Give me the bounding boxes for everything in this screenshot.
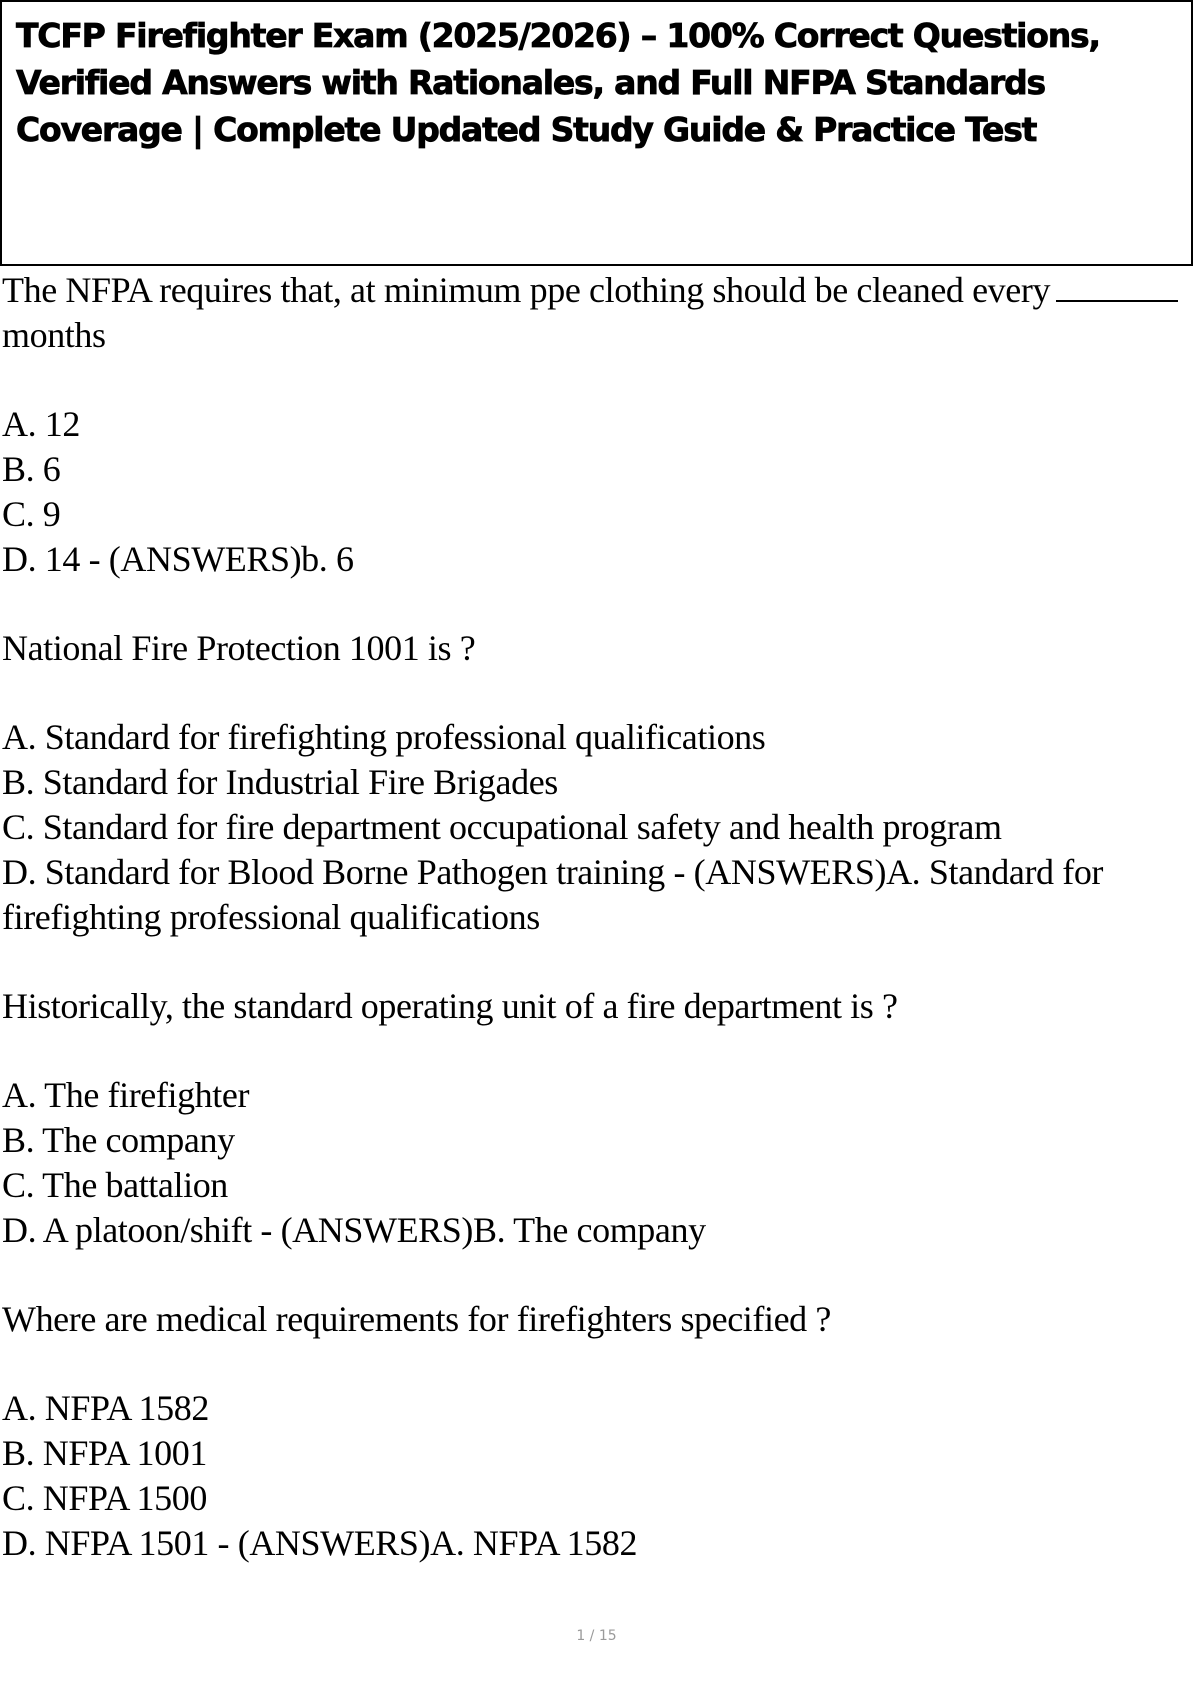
document-body (2, 268, 1192, 1610)
page-number: 1 / 15 (576, 1628, 617, 1644)
option-b: B. The company (2, 1120, 235, 1160)
option-c: C. Standard for fire department occupational safety and health program (2, 807, 1002, 847)
question-text-start: The NFPA requires that, at minimum ppe clothing should be cleaned every (2, 270, 1051, 310)
question-text (2, 268, 1192, 358)
option-b: B. Standard for Industrial Fire Brigades (2, 762, 558, 802)
question-text: Historically, the standard operating unit of a fire department is ? (2, 986, 898, 1026)
option-d-with-answer: D. A platoon/shift - (ANSWERS)B. The company (2, 1210, 706, 1250)
option-a: A. 12 (2, 404, 80, 444)
question-2 (2, 626, 1192, 940)
document-title: TCFP Firefighter Exam (2025/2026) – 100% Correct Questions, Verified Answers with Rationales, and Full NFPA Standards Coverage | Complete Updated Study Guide & Practice Test (16, 16, 1100, 149)
option-d-with-answer: D. NFPA 1501 - (ANSWERS)A. NFPA 1582 (2, 1523, 638, 1563)
option-a: A. The firefighter (2, 1075, 250, 1115)
option-c: C. NFPA 1500 (2, 1478, 207, 1518)
option-d-with-answer: D. 14 - (ANSWERS)b. 6 (2, 539, 354, 579)
question-text: Where are medical requirements for firefighters specified ? (2, 1299, 831, 1339)
question-3 (2, 984, 1192, 1253)
answer-blank (1056, 270, 1178, 302)
question-1 (2, 268, 1192, 582)
option-a: A. Standard for firefighting professional qualifications (2, 717, 766, 757)
question-text-end: months (2, 315, 106, 355)
question-text: National Fire Protection 1001 is ? (2, 628, 476, 668)
option-c: C. The battalion (2, 1165, 228, 1205)
option-b: B. 6 (2, 449, 61, 489)
option-a: A. NFPA 1582 (2, 1388, 209, 1428)
question-4 (2, 1297, 1192, 1566)
option-b: B. NFPA 1001 (2, 1433, 207, 1473)
option-c: C. 9 (2, 494, 61, 534)
title-box (0, 0, 1193, 266)
option-d-with-answer: D. Standard for Blood Borne Pathogen training - (ANSWERS)A. Standard for firefighting professional qualifications (2, 852, 1104, 937)
